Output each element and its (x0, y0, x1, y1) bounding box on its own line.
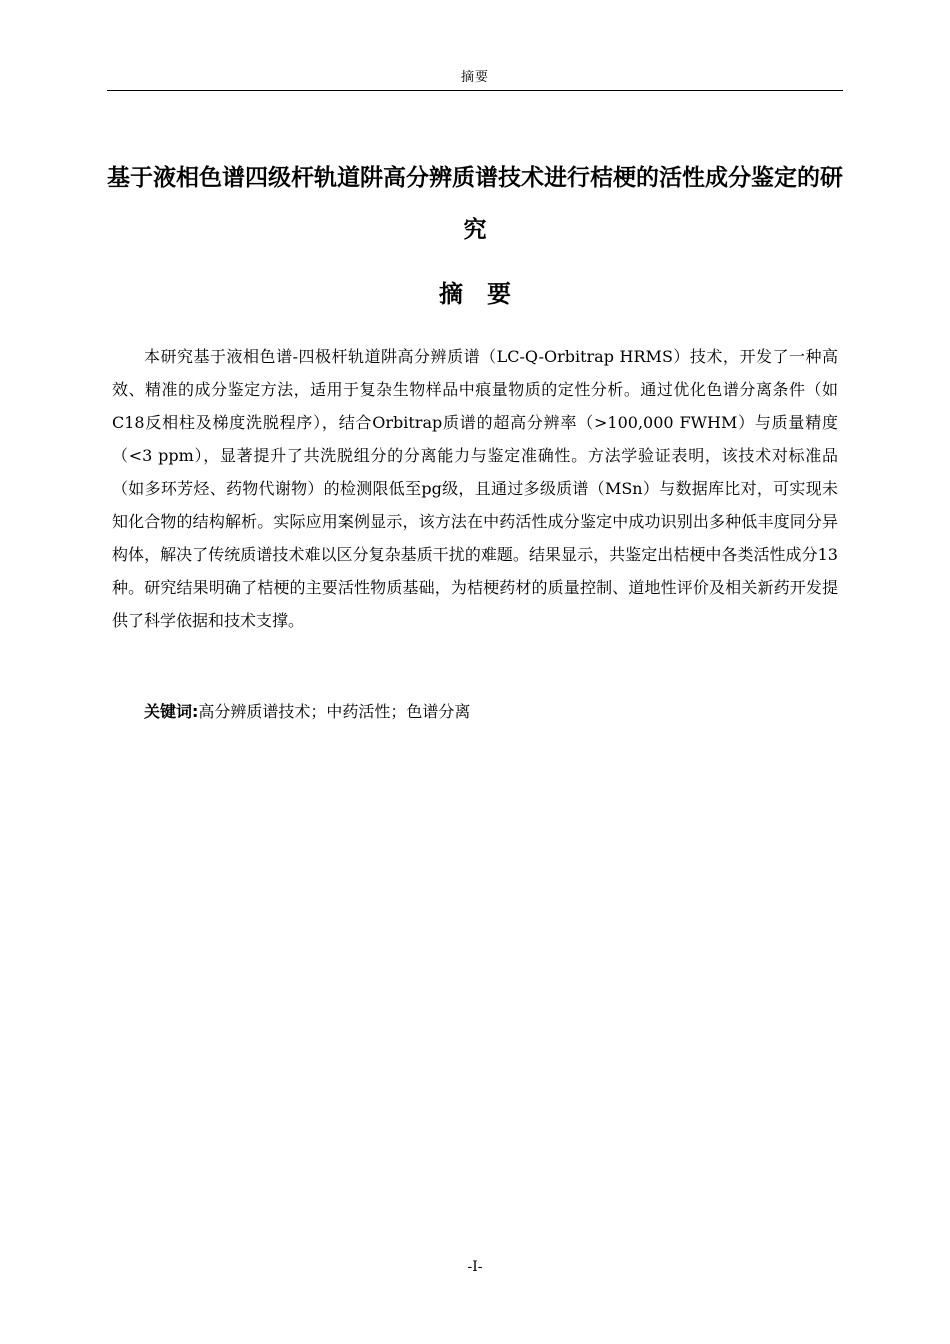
header-rule (107, 90, 843, 91)
keywords-value: 高分辨质谱技术；中药活性；色谱分离 (198, 702, 471, 721)
abstract-body: 本研究基于液相色谱-四极杆轨道阱高分辨质谱（LC-Q-Orbitrap HRMS）技术，开发了一种高效、精准的成分鉴定方法，适用于复杂生物样品中痕量物质的定性分析。通过优化色谱分离条件（如C18反相柱及梯度洗脱程序），结合Orbitrap质谱的超高分辨率（>100,000 FWHM）与质量精度（<3 ppm），显著提升了共洗脱组分的分离能力与鉴定准确性。方法学验证表明，该技术对标准品（如多环芳烃、药物代谢物）的检测限低至pg级，且通过多级质谱（MSn）与数据库比对，可实现未知化合物的结构解析。实际应用案例显示，该方法在中药活性成分鉴定中成功识别出多种低丰度同分异构体，解决了传统质谱技术难以区分复杂基质干扰的难题。结果显示，共鉴定出桔梗中各类活性成分13种。研究结果明确了桔梗的主要活性物质基础，为桔梗药材的质量控制、道地性评价及相关新药开发提供了科学依据和技术支撑。 (112, 347, 838, 630)
keywords-line (144, 697, 844, 727)
keywords-label: 关键词: (144, 702, 199, 721)
thesis-title: 基于液相色谱四级杆轨道阱高分辨质谱技术进行桔梗的活性成分鉴定的研究 (107, 165, 843, 243)
running-header: 摘要 (460, 70, 489, 85)
page-number: -I- (467, 1259, 483, 1275)
abstract-heading: 摘要 (439, 280, 535, 308)
